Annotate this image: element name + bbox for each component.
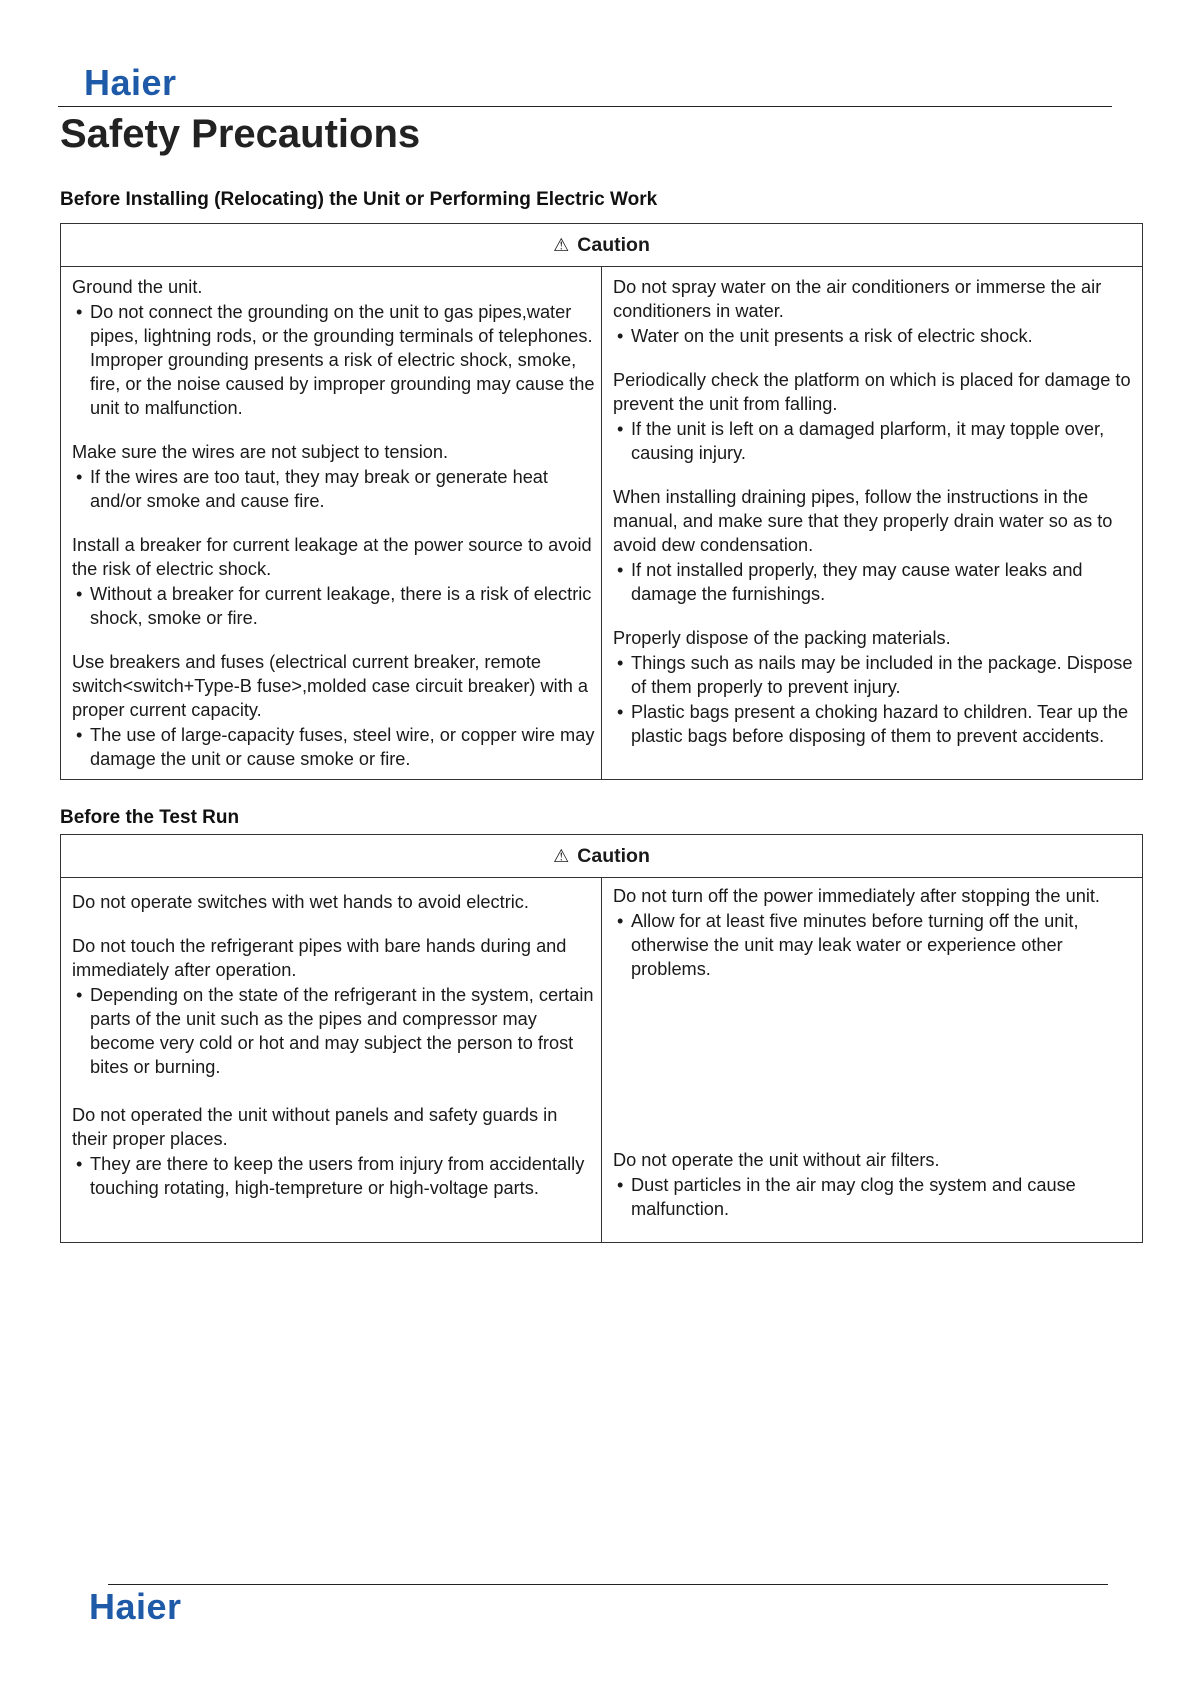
caution-column-right (602, 267, 1143, 780)
precaution-lead: Properly dispose of the packing materials. (613, 628, 951, 648)
precaution-lead: Use breakers and fuses (electrical current breaker, remote switch<switch+Type-B fuse>,molded case circuit breaker) with a proper current capacity. (72, 652, 589, 720)
precaution-bullet: • If the wires are too taut, they may break or generate heat and/or smoke and cause fire. (72, 465, 595, 513)
precaution-lead: When installing draining pipes, follow the instructions in the manual, and make sure that they properly drain water so as to avoid dew condensation. (613, 487, 1113, 555)
caution-column-right (602, 878, 1143, 1243)
precaution-lead: Install a breaker for current leakage at the power source to avoid the risk of electric shock. (72, 535, 592, 579)
precaution-bullet: • Do not connect the grounding on the unit to gas pipes,water pipes, lightning rods, or the grounding terminals of telephones. Improper grounding presents a risk of electric shock, smoke, fire, or the noise caused by improper grounding may cause the unit to malfunction. (72, 300, 595, 420)
caution-header (61, 835, 1143, 878)
precaution-bullet: • Water on the unit presents a risk of electric shock. (613, 324, 1136, 348)
header-rule (58, 106, 1112, 107)
precaution-item (72, 934, 595, 1079)
brand-logo-bottom: Haier (89, 1586, 182, 1627)
precaution-item (72, 440, 595, 513)
precaution-lead: Do not operate the unit without air filters. (613, 1150, 940, 1170)
precaution-lead: Ground the unit. (72, 277, 203, 297)
warning-triangle-icon: ⚠ (553, 845, 570, 866)
precaution-item (72, 1103, 595, 1200)
precaution-bullet: • Without a breaker for current leakage, there is a risk of electric shock, smoke or fire. (72, 582, 595, 630)
precaution-lead: Make sure the wires are not subject to tension. (72, 442, 449, 462)
precaution-bullet: • They are there to keep the users from injury from accidentally touching rotating, high-tempreture or high-voltage parts. (72, 1152, 595, 1200)
precaution-lead: Do not touch the refrigerant pipes with bare hands during and immediately after operation. (72, 936, 567, 980)
precaution-item (72, 890, 595, 914)
caution-column-left (61, 878, 602, 1243)
precaution-bullet: • If not installed properly, they may cause water leaks and damage the furnishings. (613, 558, 1136, 606)
caution-label: Caution (577, 844, 650, 867)
caution-label: Caution (577, 233, 650, 256)
precaution-item (72, 275, 595, 420)
precaution-lead: Do not operate switches with wet hands to avoid electric. (72, 892, 529, 912)
precaution-bullet: • The use of large-capacity fuses, steel wire, or copper wire may damage the unit or cause smoke or fire. (72, 723, 595, 771)
precaution-item (72, 650, 595, 771)
precaution-item (613, 275, 1136, 348)
precaution-lead: Do not operated the unit without panels and safety guards in their proper places. (72, 1105, 558, 1149)
precaution-item (613, 485, 1136, 606)
caution-table-installing (60, 223, 1143, 780)
caution-table-test-run (60, 834, 1143, 1243)
footer-rule (108, 1584, 1108, 1585)
caution-column-left (61, 267, 602, 780)
precaution-item (613, 368, 1136, 465)
section-heading-installing: Before Installing (Relocating) the Unit or Performing Electric Work (60, 189, 658, 210)
precaution-bullet: • Depending on the state of the refrigerant in the system, certain parts of the unit such as the pipes and compressor may become very cold or hot and may subject the person to frost bites or burning. (72, 983, 595, 1079)
precaution-lead: Do not spray water on the air conditioners or immerse the air conditioners in water. (613, 277, 1102, 321)
precaution-item (613, 626, 1136, 748)
precaution-lead: Do not turn off the power immediately after stopping the unit. (613, 886, 1100, 906)
caution-header (61, 224, 1143, 267)
precaution-bullet: • If the unit is left on a damaged plarform, it may topple over, causing injury. (613, 417, 1136, 465)
precaution-item (72, 533, 595, 630)
precaution-bullet: • Plastic bags present a choking hazard to children. Tear up the plastic bags before disposing of them to prevent accidents. (613, 700, 1136, 748)
brand-logo-top: Haier (84, 62, 177, 103)
precaution-lead: Periodically check the platform on which is placed for damage to prevent the unit from falling. (613, 370, 1131, 414)
warning-triangle-icon: ⚠ (553, 234, 570, 255)
page-title: Safety Precautions (60, 112, 421, 156)
section-heading-test-run: Before the Test Run (60, 807, 240, 828)
precaution-bullet: • Things such as nails may be included in the package. Dispose of them properly to prevent injury. (613, 651, 1136, 699)
precaution-item (613, 1148, 1136, 1221)
precaution-bullet: • Dust particles in the air may clog the system and cause malfunction. (613, 1173, 1136, 1221)
precaution-bullet: • Allow for at least five minutes before turning off the unit, otherwise the unit may leak water or experience other problems. (613, 909, 1136, 981)
precaution-item (613, 884, 1136, 1128)
